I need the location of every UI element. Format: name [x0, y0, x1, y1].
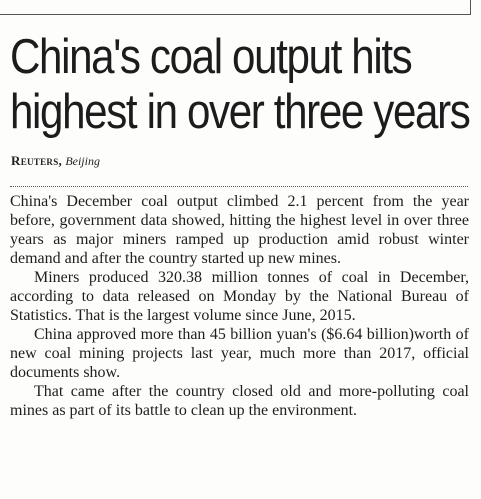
- headline: [10, 30, 474, 140]
- byline: [11, 153, 100, 169]
- paragraph-1: China's December coal output climbed 2.1 percent from the year before, government data showed, hitting the highest level in over three years as major miners ramped up production amid robust winter demand and after the country started up new mines.: [10, 193, 469, 267]
- paragraph-3: China approved more than 45 billion yuan's ($6.64 billion)worth of new coal mining projects last year, much more than 2017, official documents show.: [10, 326, 469, 381]
- dotted-divider: [10, 186, 468, 187]
- headline-line-2: highest in over three years: [10, 85, 470, 139]
- right-border-rule: [470, 0, 471, 15]
- top-border-rule: [0, 14, 470, 15]
- byline-location: Beijing: [65, 154, 100, 168]
- headline-line-1: China's coal output hits: [10, 30, 412, 84]
- article-body: [10, 192, 469, 420]
- byline-agency: Reuters,: [11, 153, 63, 168]
- paragraph-2: Miners produced 320.38 million tonnes of coal in December, according to data released on Monday by the National Bureau of Statistics. That is the largest volume since June, 2015.: [10, 269, 469, 324]
- paragraph-4: That came after the country closed old and more-polluting coal mines as part of its battle to clean up the environment.: [10, 383, 469, 419]
